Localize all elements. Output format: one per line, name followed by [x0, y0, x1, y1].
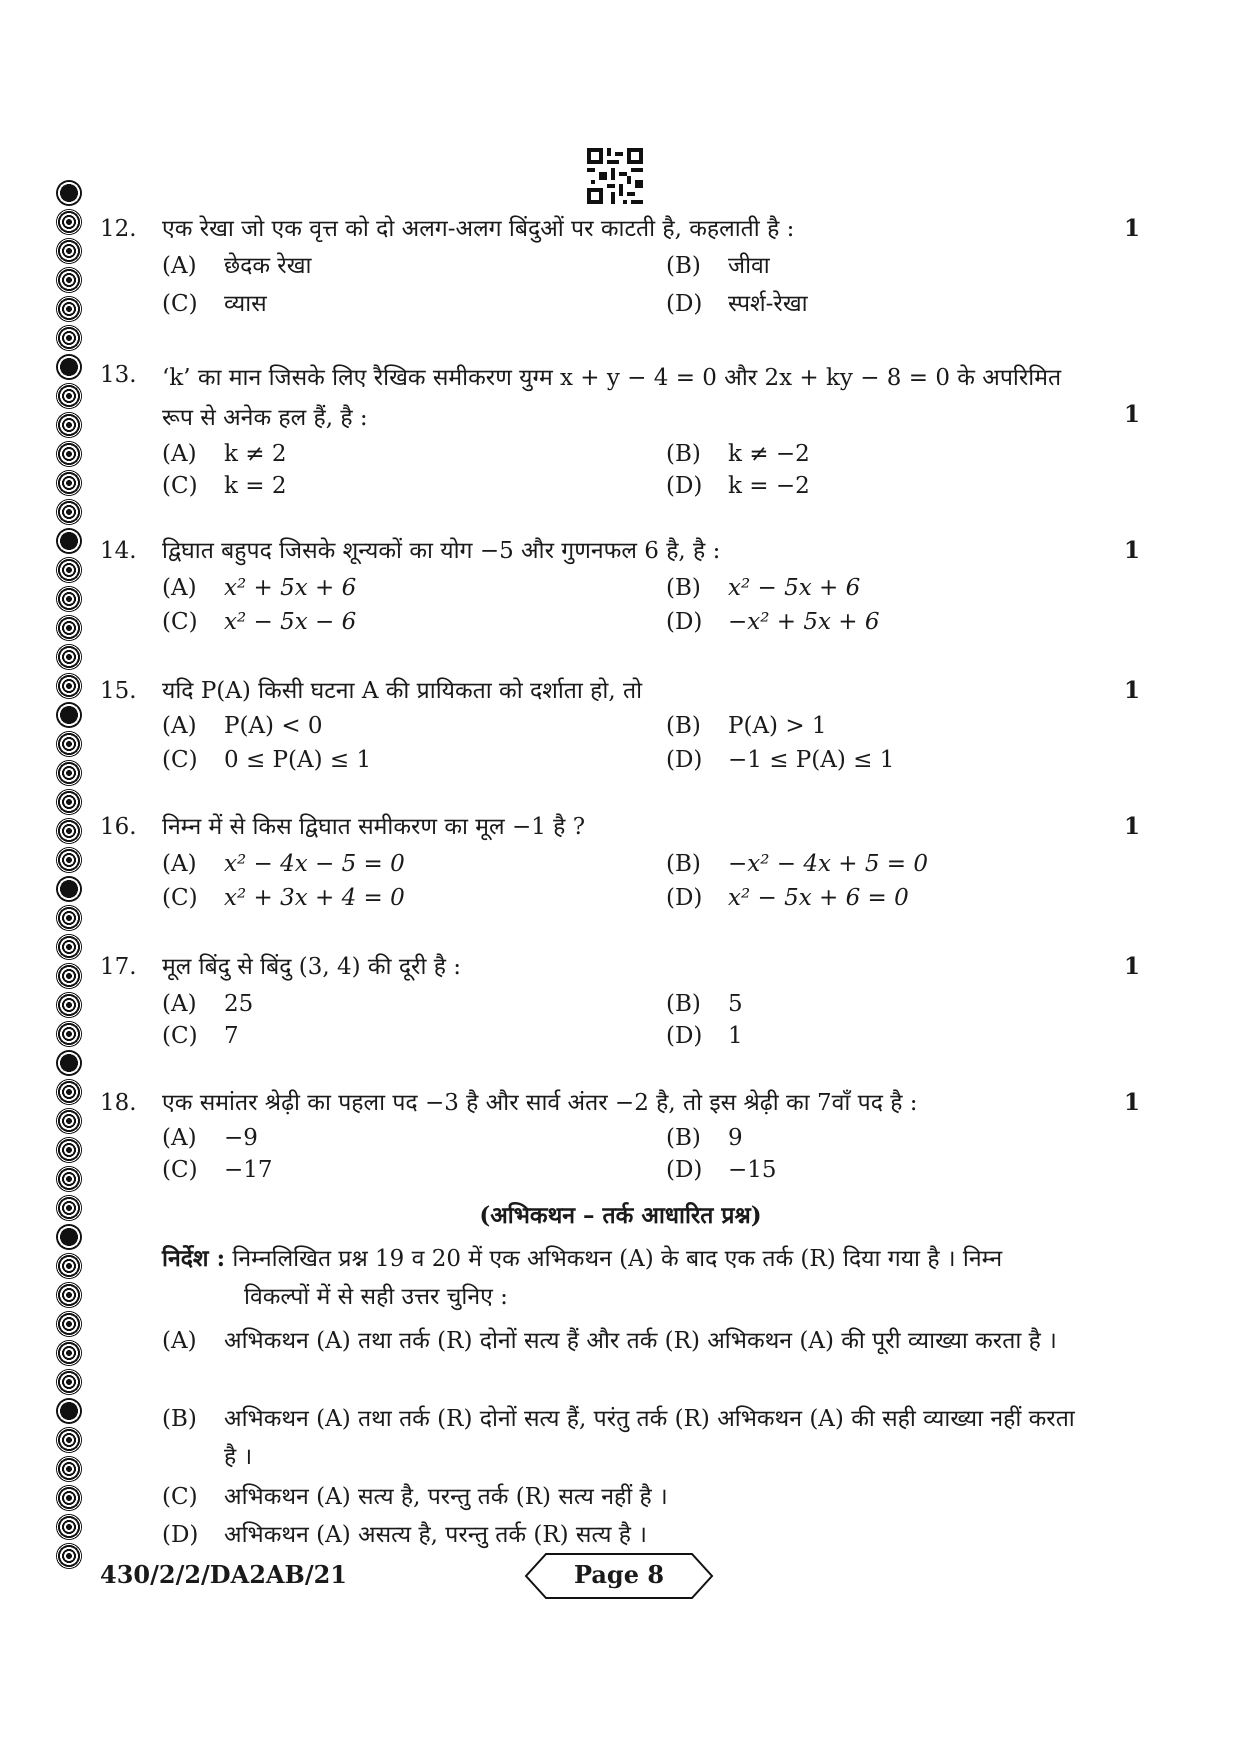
ring-marker — [56, 731, 82, 757]
option-d: (D) 1 — [666, 1023, 743, 1049]
margin-ring-strip — [56, 180, 86, 1572]
question-marks: 1 — [1123, 401, 1140, 428]
ring-marker — [56, 586, 82, 612]
qr-code-icon — [587, 148, 643, 204]
option-c: (C) व्यास — [162, 291, 267, 317]
ar-option-d: (D) अभिकथन (A) असत्य है, परन्तु तर्क (R) सत्य है । — [162, 1522, 648, 1548]
page-number: Page 8 — [573, 1560, 665, 1589]
ring-marker — [56, 1021, 82, 1047]
ring-marker — [56, 325, 82, 351]
question-number: 15. — [100, 678, 137, 704]
ring-marker — [56, 789, 82, 815]
option-a: (A) x² − 4x − 5 = 0 — [162, 851, 405, 877]
ring-marker — [56, 644, 82, 670]
question-marks: 1 — [1123, 537, 1140, 564]
ring-marker — [56, 267, 82, 293]
question-number: 12. — [100, 216, 137, 242]
ring-marker — [56, 354, 82, 380]
option-a: (A) 25 — [162, 991, 254, 1017]
ring-marker — [56, 238, 82, 264]
option-a: (A) छेदक रेखा — [162, 253, 312, 279]
ring-marker — [56, 1166, 82, 1192]
page-number-badge — [524, 1552, 714, 1600]
question-number: 17. — [100, 954, 137, 980]
question-marks: 1 — [1123, 1089, 1140, 1116]
ring-marker — [56, 209, 82, 235]
question-marks: 1 — [1123, 677, 1140, 704]
ring-marker — [56, 1514, 82, 1540]
question-text: निम्न में से किस द्विघात समीकरण का मूल −1 है ? — [162, 814, 586, 840]
ring-marker — [56, 383, 82, 409]
question-text: यदि P(A) किसी घटना A की प्रायिकता को दर्शाता हो, तो — [162, 678, 643, 704]
option-b: (B) 9 — [666, 1125, 743, 1151]
option-a: (A) k ≠ 2 — [162, 441, 287, 467]
option-b: (B) −x² − 4x + 5 = 0 — [666, 851, 929, 877]
question-number: 14. — [100, 538, 137, 564]
ring-marker — [56, 1050, 82, 1076]
ring-marker — [56, 1398, 82, 1424]
option-d: (D) −1 ≤ P(A) ≤ 1 — [666, 747, 895, 773]
option-c: (C) x² − 5x − 6 — [162, 609, 357, 635]
option-c: (C) −17 — [162, 1157, 273, 1183]
option-b: (B) P(A) > 1 — [666, 713, 827, 739]
question-number: 16. — [100, 814, 137, 840]
ring-marker — [56, 1253, 82, 1279]
question-marks: 1 — [1123, 813, 1140, 840]
option-b: (B) k ≠ −2 — [666, 441, 810, 467]
question-text: एक समांतर श्रेढ़ी का पहला पद −3 है और सार्व अंतर −2 है, तो इस श्रेढ़ी का 7वाँ पद है : — [162, 1090, 918, 1116]
section-heading: (अभिकथन – तर्क आधारित प्रश्न) — [479, 1202, 762, 1229]
ring-marker — [56, 1543, 82, 1569]
directive-text-line2: विकल्पों में से सही उत्तर चुनिए : — [244, 1284, 508, 1310]
ring-marker — [56, 1282, 82, 1308]
ring-marker — [56, 876, 82, 902]
ar-option-a: (A) अभिकथन (A) तथा तर्क (R) दोनों सत्य हैं और तर्क (R) अभिकथन (A) की पूरी व्याख्या करता है । — [162, 1328, 1057, 1354]
ring-marker — [56, 1340, 82, 1366]
option-c: (C) 7 — [162, 1023, 239, 1049]
option-b: (B) जीवा — [666, 253, 770, 279]
directive-label: निर्देश : — [162, 1245, 226, 1272]
ring-marker — [56, 528, 82, 554]
option-d: (D) x² − 5x + 6 = 0 — [666, 885, 909, 911]
ring-marker — [56, 818, 82, 844]
option-d: (D) स्पर्श-रेखा — [666, 291, 808, 317]
ring-marker — [56, 992, 82, 1018]
ring-marker — [56, 963, 82, 989]
option-b: (B) 5 — [666, 991, 743, 1017]
ring-marker — [56, 1108, 82, 1134]
option-c: (C) x² + 3x + 4 = 0 — [162, 885, 405, 911]
ring-marker — [56, 905, 82, 931]
directive-text-line1: निम्नलिखित प्रश्न 19 व 20 में एक अभिकथन (A) के बाद एक तर्क (R) दिया गया है । निम्न — [232, 1246, 1003, 1272]
ring-marker — [56, 1456, 82, 1482]
question-text: द्विघात बहुपद जिसके शून्यकों का योग −5 और गुणनफल 6 है, है : — [162, 538, 721, 564]
ring-marker — [56, 180, 82, 206]
ring-marker — [56, 615, 82, 641]
option-d: (D) −x² + 5x + 6 — [666, 609, 880, 635]
ring-marker — [56, 934, 82, 960]
ar-option-c: (C) अभिकथन (A) सत्य है, परन्तु तर्क (R) सत्य नहीं है । — [162, 1484, 668, 1510]
question-text: मूल बिंदु से बिंदु (3, 4) की दूरी है : — [162, 954, 461, 980]
option-a: (A) x² + 5x + 6 — [162, 575, 357, 601]
ar-option-b: (B) अभिकथन (A) तथा तर्क (R) दोनों सत्य हैं, परंतु तर्क (R) अभिकथन (A) की सही व्याख्या नहीं करता है । — [162, 1406, 1075, 1470]
question-text: एक रेखा जो एक वृत्त को दो अलग-अलग बिंदुओं पर काटती है, कहलाती है : — [162, 216, 795, 242]
ring-marker — [56, 1137, 82, 1163]
question-number: 18. — [100, 1090, 137, 1116]
option-c: (C) k = 2 — [162, 473, 287, 499]
ring-marker — [56, 673, 82, 699]
option-d: (D) k = −2 — [666, 473, 810, 499]
ring-marker — [56, 1427, 82, 1453]
ring-marker — [56, 1485, 82, 1511]
ring-marker — [56, 557, 82, 583]
ring-marker — [56, 470, 82, 496]
ring-marker — [56, 499, 82, 525]
option-a: (A) −9 — [162, 1125, 258, 1151]
ring-marker — [56, 847, 82, 873]
directive-block — [162, 1240, 1092, 1316]
ring-marker — [56, 702, 82, 728]
ring-marker — [56, 296, 82, 322]
ring-marker — [56, 441, 82, 467]
option-a: (A) P(A) < 0 — [162, 713, 323, 739]
ring-marker — [56, 1369, 82, 1395]
question-marks: 1 — [1123, 953, 1140, 980]
option-d: (D) −15 — [666, 1157, 777, 1183]
ring-marker — [56, 412, 82, 438]
ring-marker — [56, 760, 82, 786]
question-text: ‘k’ का मान जिसके लिए रैखिक समीकरण युग्म x + y − 4 = 0 और 2x + ky − 8 = 0 के अपरिमित रूप से अनेक हल हैं, है : — [162, 365, 1062, 431]
option-b: (B) x² − 5x + 6 — [666, 575, 861, 601]
question-number: 13. — [100, 362, 137, 388]
option-c: (C) 0 ≤ P(A) ≤ 1 — [162, 747, 372, 773]
question-marks: 1 — [1123, 215, 1140, 242]
ring-marker — [56, 1079, 82, 1105]
ring-marker — [56, 1311, 82, 1337]
paper-code: 430/2/2/DA2AB/21 — [100, 1560, 347, 1589]
